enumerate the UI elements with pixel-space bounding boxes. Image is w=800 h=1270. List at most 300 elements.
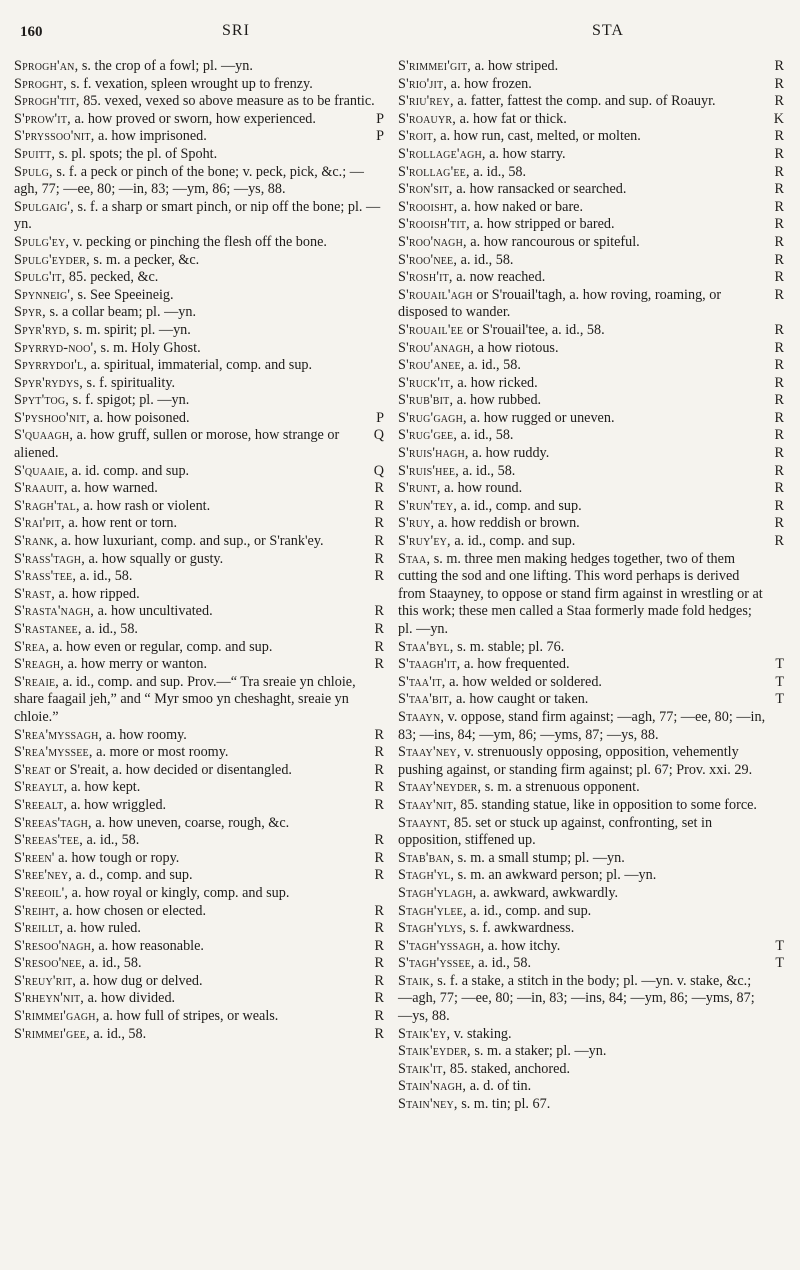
dictionary-entry (14, 603, 384, 621)
entry-headword: S'reealt, (14, 796, 68, 813)
entry-root-letter: R (774, 145, 784, 162)
entry-headword: S'reaylt, (14, 779, 68, 796)
entry-definition: or S'rouail'tee, a. id., 58. (463, 321, 605, 338)
entry-headword: Staayn, (398, 708, 445, 725)
entry-root-letter: R (374, 955, 384, 972)
entry-root-letter: Q (373, 427, 384, 444)
entry-definition: a. how stripped or bared. (469, 216, 615, 233)
entry-root-letter: R (774, 533, 784, 550)
entry-headword: Stagh'ylys, (398, 920, 467, 937)
entry-root-letter: R (774, 339, 784, 356)
entry-definition: a. how full of stripes, or weals. (99, 1008, 279, 1025)
entry-root-letter: T (775, 937, 784, 954)
entry-definition: a. how rash or violent. (79, 497, 211, 514)
entry-root-letter: R (774, 392, 784, 409)
page-number: 160 (20, 24, 43, 40)
entry-headword: Staay'nit, (398, 796, 457, 813)
entry-headword: Stain'nagh, (398, 1078, 467, 1095)
entry-definition: a. id., comp. and sup. (466, 902, 592, 919)
entry-definition: a. how gruff, sullen or morose, how strange or aliened. (14, 427, 340, 462)
entry-root-letter: R (374, 972, 384, 989)
entry-headword: S'rooish'tit, (398, 216, 470, 233)
entry-definition: a. id., comp. and sup. (450, 533, 576, 550)
entry-headword: S'ree'ney, (14, 867, 72, 884)
dictionary-entry (398, 938, 784, 956)
dictionary-entry (14, 392, 384, 410)
entry-definition: a. id., comp. and sup. (457, 497, 582, 514)
entry-root-letter: R (374, 638, 384, 655)
entry-root-letter: R (374, 744, 384, 761)
entry-headword: Stain'ney, (398, 1096, 458, 1113)
dictionary-entry (14, 93, 384, 111)
entry-definition: 85. standing statue, like in opposition to some force. (456, 796, 757, 813)
dictionary-entry (14, 357, 384, 375)
entry-headword: Sproght, (14, 75, 68, 92)
entry-definition: s. m. a staker; pl. —yn. (470, 1043, 607, 1060)
entry-definition: a. id., 58. (457, 427, 514, 444)
entry-headword: Spulg'eyder, (14, 251, 90, 268)
right-running-head: STA (592, 22, 624, 39)
entry-definition: a how riotous. (474, 339, 559, 356)
entry-definition: s. m. stable; pl. 76. (453, 638, 565, 655)
dictionary-entry (398, 1096, 784, 1114)
dictionary-entry (14, 269, 384, 287)
entry-definition: a. fatter, fattest the comp. and sup. of Roauyr. (453, 93, 716, 110)
dictionary-entry (14, 498, 384, 516)
dictionary-entry (14, 533, 384, 551)
dictionary-entry (14, 815, 384, 833)
entry-definition: s. f. vexation, spleen wrought up to frenzy. (67, 75, 313, 92)
dictionary-entry (14, 990, 384, 1008)
entry-headword: S'rimmei'git, (398, 58, 472, 74)
dictionary-entry (398, 410, 784, 428)
dictionary-entry (14, 199, 384, 234)
dictionary-entry (14, 850, 384, 868)
entry-headword: S'rou'anagh, (398, 339, 475, 356)
entry-headword: Staik'it, (398, 1060, 447, 1077)
dictionary-entry (398, 533, 784, 551)
entry-definition: a. spiritual, immaterial, comp. and sup. (87, 357, 313, 374)
dictionary-entry (398, 164, 784, 182)
entry-headword: S'tagh'yssagh, (398, 937, 485, 954)
entry-headword: Staik'eyder, (398, 1043, 471, 1060)
dictionary-entry (14, 252, 384, 270)
dictionary-entry (14, 762, 384, 780)
entry-definition: 85. pecked, &c. (65, 269, 159, 286)
dictionary-entry (14, 146, 384, 164)
dictionary-entry (14, 410, 384, 428)
dictionary-entry (14, 586, 384, 604)
dictionary-entry (14, 779, 384, 797)
dictionary-entry (398, 1043, 784, 1061)
entry-definition: a. how run, cast, melted, or molten. (436, 128, 641, 145)
entry-headword: S'rass'tagh, (14, 550, 85, 567)
entry-definition: a. d. of tin. (466, 1078, 532, 1095)
entry-headword: S'ruy, (398, 515, 435, 532)
entry-root-letter: P (376, 409, 384, 426)
entry-definition: a. how rugged or uneven. (466, 409, 615, 426)
dictionary-entry (14, 973, 384, 991)
entry-headword: S'rooisht, (398, 198, 458, 215)
dictionary-entry (398, 76, 784, 94)
entry-headword: S'reen' (14, 849, 55, 866)
entry-definition: v. strenuously opposing, opposition, vehemently pushing against, or standing firm against; pl. 67; Prov. xxi. 29. (398, 744, 753, 778)
entry-definition: a. how dug or delved. (76, 972, 203, 989)
dictionary-entry (398, 340, 784, 358)
entry-definition: a. id., 58. (81, 621, 138, 637)
entry-definition: a. how uncultivated. (94, 603, 213, 620)
entry-root-letter: R (774, 374, 784, 391)
entry-definition: a. how poisoned. (89, 409, 190, 426)
entry-definition: v. staking. (450, 1025, 512, 1042)
dictionary-entry (398, 1061, 784, 1079)
dictionary-entry (14, 674, 384, 727)
dictionary-entry (398, 955, 784, 973)
dictionary-entry (14, 867, 384, 885)
entry-headword: Staik, (398, 972, 434, 989)
entry-headword: S'prow'it, (14, 110, 71, 127)
entry-root-letter: R (374, 761, 384, 778)
entry-definition: s. f. a sharp or smart pinch, or nip off the bone; pl. —yn. (14, 198, 381, 233)
entry-definition: a. id., 58. (464, 357, 521, 374)
entry-headword: Stagh'ylagh, (398, 884, 477, 901)
entry-definition: a. id., comp. and sup. Prov.—“ Tra sreaie yn chloie, share faagail jeh,” and “ Myr smoo yn cheshaght, sreaie yn chloie.” (14, 673, 356, 725)
dictionary-entry (398, 1078, 784, 1096)
dictionary-entry (398, 815, 784, 850)
dictionary-entry (14, 427, 384, 462)
dictionary-entry (398, 445, 784, 463)
left-running-head: SRI (222, 22, 250, 39)
entry-definition: a. id., 58. (458, 462, 516, 479)
entry-headword: Spulgaig', (14, 198, 74, 215)
entry-definition: a. how ruled. (63, 920, 141, 937)
entry-definition: s. f. awkwardness. (466, 920, 575, 937)
entry-headword: S'pryssoo'nit, (14, 128, 95, 145)
entry-definition: a. how naked or bare. (457, 198, 584, 215)
entry-root-letter: R (774, 515, 784, 532)
entry-headword: Spyt'tog, (14, 392, 70, 409)
entry-root-letter: R (774, 480, 784, 497)
entry-definition: s. f. spigot; pl. —yn. (69, 392, 190, 409)
dictionary-entry (398, 498, 784, 516)
entry-definition: a. how chosen or elected. (59, 902, 206, 919)
entry-headword: S'rea, (14, 638, 50, 655)
dictionary-entry (398, 867, 784, 885)
entry-definition: a. how merry or wanton. (64, 656, 208, 673)
entry-definition: s. m. an awkward person; pl. —yn. (454, 867, 657, 884)
entry-headword: Staa'byl, (398, 638, 454, 655)
entry-definition: a. awkward, awkwardly. (476, 884, 619, 901)
entry-definition: a. how ricked. (453, 374, 538, 391)
entry-headword: S'rosh'it, (398, 269, 453, 286)
dictionary-entry (14, 304, 384, 322)
entry-root-letter: T (775, 691, 784, 708)
entry-headword: S'reagh, (14, 656, 65, 673)
dictionary-entry (398, 322, 784, 340)
entry-root-letter: R (374, 568, 384, 585)
dictionary-entry (398, 480, 784, 498)
entry-definition: a. id., 58. (85, 955, 142, 972)
entry-headword: Spyr, (14, 304, 46, 321)
entry-definition: a. how striped. (471, 58, 559, 74)
entry-headword: S'rouail'agh (398, 286, 473, 303)
entry-definition: a. how tough or ropy. (54, 849, 180, 866)
entry-headword: S'rollage'agh, (398, 145, 486, 162)
entry-headword: Sprogh'tit, (14, 93, 80, 110)
entry-definition: a. how divided. (84, 990, 176, 1007)
entry-headword: S'ron'sit, (398, 181, 453, 198)
entry-definition: a. how round. (440, 480, 523, 497)
entry-definition: a. how ruddy. (468, 445, 550, 462)
entry-root-letter: R (374, 515, 384, 532)
entry-definition: s. m. a strenuous opponent. (481, 779, 640, 796)
entry-headword: S'raauit, (14, 480, 68, 497)
dictionary-entry (14, 1026, 384, 1044)
dictionary-entry (398, 93, 784, 111)
entry-headword: S'rass'tee, (14, 568, 77, 585)
entry-headword: S'taa'it, (398, 673, 446, 690)
entry-headword: Sprogh'an, (14, 58, 79, 74)
entry-root-letter: R (774, 93, 784, 110)
entry-root-letter: R (374, 779, 384, 796)
dictionary-entry (14, 111, 384, 129)
dictionary-entry (398, 128, 784, 146)
entry-definition: a. how rancourous or spiteful. (466, 233, 640, 250)
entry-headword: S'rug'gee, (398, 427, 458, 444)
entry-headword: S'roit, (398, 128, 437, 145)
entry-root-letter: R (374, 867, 384, 884)
dictionary-entry (14, 375, 384, 393)
entry-definition: s. f. a peck or pinch of the bone; v. peck, pick, &c.; —agh, 77; —ee, 80; —in, 83; —ym, 86; —ys, 88. (14, 163, 364, 198)
entry-definition: s. m. a pecker, &c. (89, 251, 200, 268)
dictionary-entry (398, 392, 784, 410)
entry-definition: a. how wriggled. (67, 796, 167, 813)
entry-headword: S'quaaie, (14, 462, 69, 479)
entry-root-letter: R (774, 198, 784, 215)
entry-root-letter: R (774, 497, 784, 514)
entry-definition: s. m. a small stump; pl. —yn. (454, 849, 625, 866)
dictionary-entry (398, 463, 784, 481)
entry-definition: a. how kept. (67, 779, 141, 796)
entry-definition: a. how luxuriant, comp. and sup., or S'rank'ey. (57, 533, 324, 550)
dictionary-entry (14, 551, 384, 569)
left-column (14, 58, 384, 1043)
entry-definition: a. how fat or thick. (456, 110, 567, 127)
entry-headword: Stagh'ylee, (398, 902, 467, 919)
dictionary-entry (14, 920, 384, 938)
entry-definition: a. d., comp. and sup. (72, 867, 193, 884)
entry-headword: Staay'neyder, (398, 779, 482, 796)
entry-definition: or S'reait, a. how decided or disentangled. (50, 761, 292, 778)
dictionary-entry (398, 269, 784, 287)
entry-headword: Staaynt, (398, 814, 451, 831)
entry-definition: a. how rubbed. (453, 392, 542, 409)
entry-definition: a. how starry. (485, 145, 566, 162)
dictionary-entry (14, 128, 384, 146)
entry-definition: a. how uneven, coarse, rough, &c. (91, 814, 290, 831)
dictionary-entry (14, 955, 384, 973)
dictionary-entry (14, 938, 384, 956)
entry-definition: s. See Speeineig. (73, 286, 174, 303)
entry-root-letter: R (774, 357, 784, 374)
dictionary-entry (14, 727, 384, 745)
dictionary-entry (398, 903, 784, 921)
entry-definition: s. pl. spots; the pl. of Spoht. (55, 145, 218, 162)
dictionary-entry (14, 58, 384, 76)
entry-headword: Spynneig', (14, 286, 74, 303)
dictionary-entry (398, 850, 784, 868)
entry-root-letter: P (376, 110, 384, 127)
entry-headword: S'reillt, (14, 920, 64, 937)
entry-root-letter: R (374, 656, 384, 673)
entry-root-letter: R (374, 497, 384, 514)
entry-headword: Spyrryd-noo', (14, 339, 97, 356)
entry-root-letter: R (774, 75, 784, 92)
entry-definition: s. a collar beam; pl. —yn. (45, 304, 197, 321)
entry-root-letter: R (774, 462, 784, 479)
dictionary-entry (14, 322, 384, 340)
entry-root-letter: R (374, 832, 384, 849)
entry-definition: 85. staked, anchored. (446, 1060, 571, 1077)
entry-headword: S'resoo'nee, (14, 955, 86, 972)
dictionary-entry (14, 885, 384, 903)
right-column (398, 58, 784, 1114)
entry-root-letter: R (374, 621, 384, 637)
dictionary-entry (398, 885, 784, 903)
entry-headword: S'ruy'ey, (398, 533, 451, 550)
dictionary-entry (14, 287, 384, 305)
entry-headword: S'roo'nee, (398, 251, 458, 268)
entry-headword: S'roauyr, (398, 110, 457, 127)
entry-definition: a. id., 58. (469, 163, 527, 180)
entry-definition: a. how caught or taken. (452, 691, 589, 708)
dictionary-entry (398, 287, 784, 322)
entry-definition: a. id., 58. (76, 568, 133, 585)
dictionary-entry (398, 515, 784, 533)
dictionary-entry (14, 76, 384, 94)
entry-headword: S'ragh'tal, (14, 497, 80, 514)
entry-definition: a. how frozen. (447, 75, 532, 92)
entry-headword: S'resoo'nagh, (14, 937, 95, 954)
entry-headword: S'rouail'ee (398, 321, 464, 338)
entry-headword: S'ruis'hee, (398, 462, 459, 479)
entry-definition: a. how roomy. (102, 726, 187, 743)
entry-definition: v. pecking or pinching the flesh off the bone. (69, 233, 327, 250)
entry-definition: a. how warned. (67, 480, 158, 497)
dictionary-entry (398, 375, 784, 393)
entry-definition: s. f. a stake, a stitch in the body; pl. —yn. v. stake, &c.; —agh, 77; —ee, 80; —in, 83; —ins, 84; —ym, 86; —yms, 87; —ys, 88. (398, 972, 755, 1025)
dictionary-entry (398, 181, 784, 199)
dictionary-entry (14, 515, 384, 533)
entry-root-letter: T (775, 673, 784, 690)
dictionary-entry (14, 639, 384, 657)
entry-root-letter: R (774, 445, 784, 462)
entry-definition: a. how itchy. (484, 937, 561, 954)
entry-definition: 85. vexed, vexed so above measure as to be frantic. (79, 93, 375, 110)
dictionary-entry (398, 58, 784, 76)
entry-headword: S'rheyn'nit, (14, 990, 85, 1007)
entry-definition: a. id., 58. (89, 1025, 147, 1042)
entry-definition: a. how reasonable. (94, 937, 204, 954)
entry-root-letter: R (374, 920, 384, 937)
entry-headword: S'reeas'tee, (14, 832, 83, 849)
entry-definition: a. id., 58. (82, 832, 140, 849)
dictionary-entry (14, 480, 384, 498)
entry-headword: S'rub'bit, (398, 392, 454, 409)
entry-definition: a. now reached. (452, 269, 546, 286)
dictionary-entry (14, 832, 384, 850)
dictionary-entry (14, 234, 384, 252)
dictionary-entry (398, 252, 784, 270)
entry-headword: S'quaagh, (14, 427, 74, 444)
dictionary-entry (14, 340, 384, 358)
dictionary-entry (14, 1008, 384, 1026)
dictionary-entry (398, 691, 784, 709)
entry-headword: Stab'ban, (398, 849, 455, 866)
dictionary-entry (14, 744, 384, 762)
entry-definition: a. more or most roomy. (92, 744, 229, 761)
entry-root-letter: T (775, 656, 784, 673)
entry-definition: v. oppose, stand firm against; —agh, 77; —ee, 80; —in, 83; —ins, 84; —ym, 86; —yms, 87; —ys, 88. (398, 708, 766, 743)
entry-root-letter: R (374, 1025, 384, 1042)
entry-root-letter: T (775, 955, 784, 972)
entry-definition: a. how squally or gusty. (84, 550, 224, 567)
dictionary-entry (398, 656, 784, 674)
entry-headword: S'rai'pit, (14, 515, 65, 532)
entry-definition: a. how ransacked or searched. (452, 181, 627, 198)
dictionary-entry (398, 551, 784, 639)
entry-root-letter: R (374, 937, 384, 954)
dictionary-entry (398, 216, 784, 234)
entry-headword: S'rug'gagh, (398, 409, 467, 426)
entry-root-letter: R (374, 796, 384, 813)
dictionary-entry (398, 357, 784, 375)
entry-definition: a. id. comp. and sup. (68, 462, 190, 479)
dictionary-entry (14, 568, 384, 586)
entry-definition: s. f. spirituality. (83, 374, 176, 391)
entry-headword: Spyrrydoi'l, (14, 357, 88, 374)
entry-root-letter: R (374, 533, 384, 550)
entry-headword: S'reeas'tagh, (14, 814, 92, 831)
entry-headword: Spulg'ey, (14, 233, 70, 250)
dictionary-entry (398, 779, 784, 797)
entry-definition: s. the crop of a fowl; pl. —yn. (78, 58, 253, 74)
dictionary-entry (398, 920, 784, 938)
entry-root-letter: R (374, 480, 384, 497)
entry-definition: or S'rouail'tagh, a. how roving, roaming, or disposed to wander. (398, 286, 722, 321)
entry-headword: S'tagh'yssee, (398, 955, 475, 972)
entry-root-letter: P (376, 128, 384, 145)
entry-headword: S'ruck'it, (398, 374, 454, 391)
entry-root-letter: R (374, 726, 384, 743)
entry-definition: s. m. spirit; pl. —yn. (69, 321, 191, 338)
entry-root-letter: R (374, 990, 384, 1007)
entry-headword: S'roo'nagh, (398, 233, 467, 250)
dictionary-entry (14, 621, 384, 639)
dictionary-entry (398, 427, 784, 445)
entry-root-letter: R (774, 128, 784, 145)
entry-root-letter: K (773, 110, 784, 127)
entry-headword: S'run'tey, (398, 497, 458, 514)
entry-headword: S'rimmei'gee, (14, 1025, 90, 1042)
dictionary-entry (398, 744, 784, 779)
entry-headword: S'reiht, (14, 902, 60, 919)
entry-definition: a. how imprisoned. (94, 128, 207, 145)
dictionary-entry (398, 146, 784, 164)
entry-definition: a. id., 58. (457, 251, 514, 268)
entry-headword: Staay'ney, (398, 744, 461, 761)
entry-definition: s. m. three men making hedges together, two of them cutting the sod and one lifting. This word perhaps is derived from Staayney, to oppose or stand firm against in wrestling or at this work; these men called a Staa formerly made fold hedges; pl. —yn. (398, 550, 763, 637)
